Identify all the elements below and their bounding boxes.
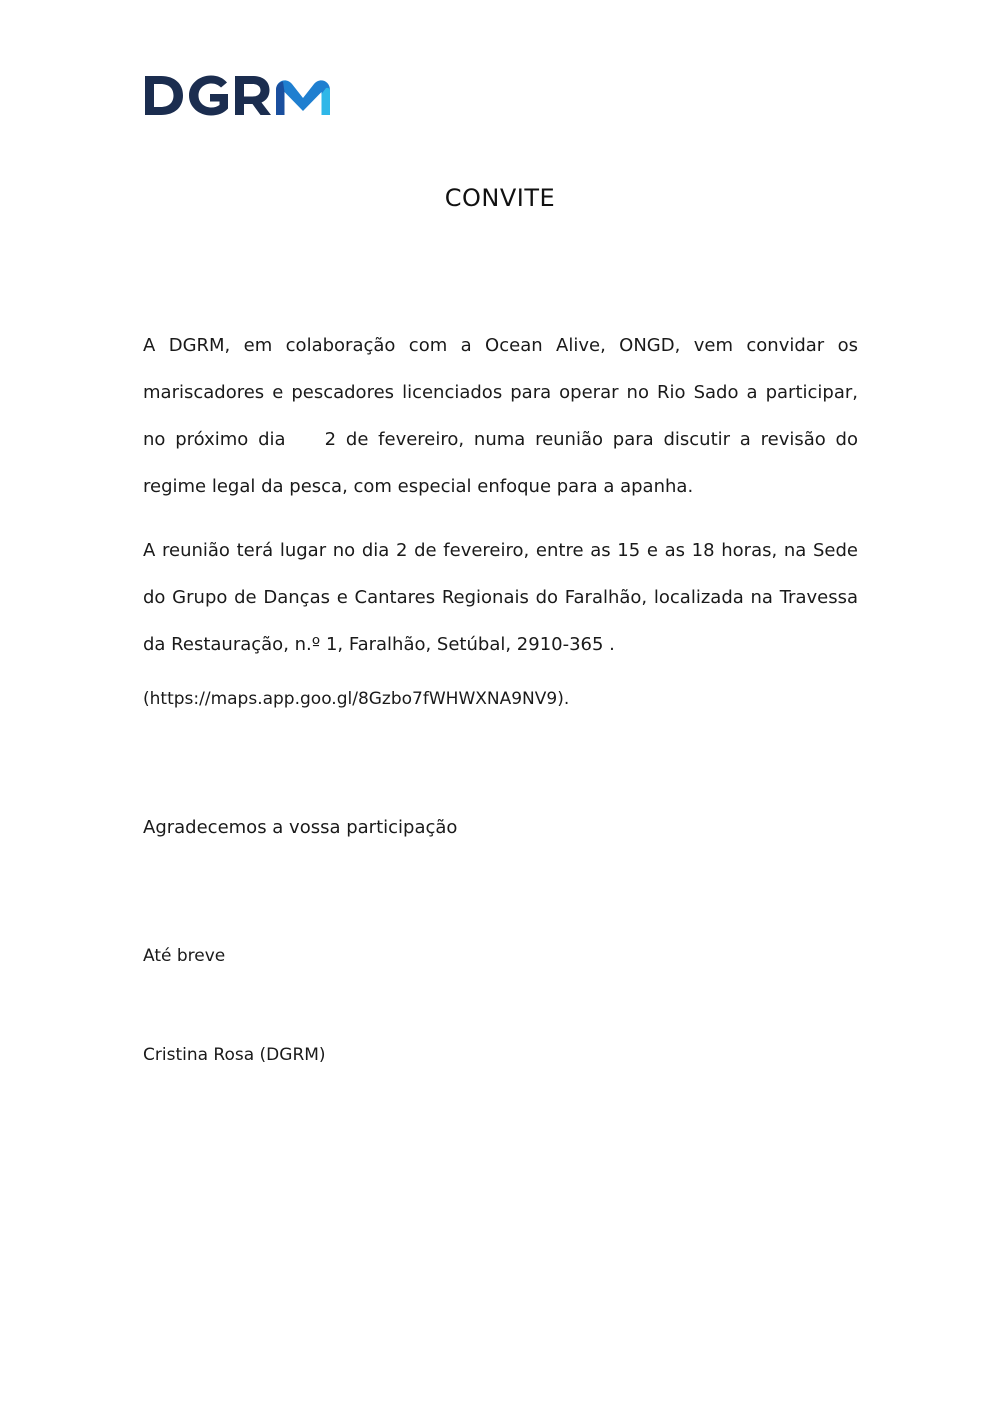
- paragraph-line: no próximo dia 2 de fevereiro, numa reunião para discutir a revisão do: [143, 429, 858, 450]
- meeting-details-paragraph: [143, 527, 858, 668]
- paragraph-line: da Restauração, n.º 1, Faralhão, Setúbal, 2910-365 .: [143, 634, 615, 655]
- dgrm-logo: [143, 70, 343, 120]
- invitation-paragraph: [143, 322, 858, 510]
- map-link[interactable]: (https://maps.app.goo.gl/8Gzbo7fWHWXNA9NV9).: [143, 689, 570, 709]
- paragraph-line: do Grupo de Danças e Cantares Regionais do Faralhão, localizada na Travessa: [143, 587, 858, 608]
- closing-text: Até breve: [143, 946, 226, 966]
- paragraph-line: regime legal da pesca, com especial enfoque para a apanha.: [143, 476, 694, 497]
- document-title: CONVITE: [444, 184, 556, 212]
- thanks-text: Agradecemos a vossa participação: [143, 817, 458, 838]
- paragraph-line: A DGRM, em colaboração com a Ocean Alive, ONGD, vem convidar os: [143, 335, 858, 356]
- paragraph-line: mariscadores e pescadores licenciados para operar no Rio Sado a participar,: [143, 382, 858, 403]
- signature: Cristina Rosa (DGRM): [143, 1045, 326, 1065]
- dgrm-logo-icon: [143, 70, 343, 120]
- paragraph-line: A reunião terá lugar no dia 2 de fevereiro, entre as 15 e as 18 horas, na Sede: [143, 540, 858, 561]
